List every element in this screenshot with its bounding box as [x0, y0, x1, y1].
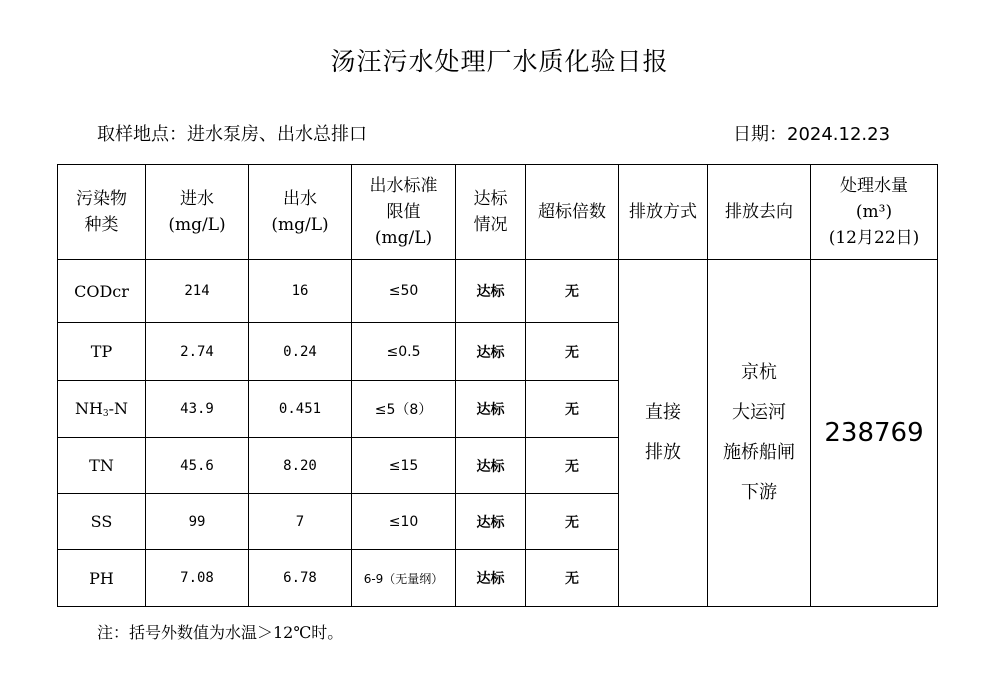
limit-value: ≤15	[352, 438, 456, 494]
compliance-status: 达标	[456, 550, 526, 607]
water-quality-table	[57, 164, 938, 607]
sampling-location: 取样地点：进水泵房、出水总排口	[97, 124, 367, 145]
pollutant-name: $NH_3-N$	[58, 381, 146, 438]
discharge-dest-cell: 京杭 大运河 施桥船闸 下游	[708, 260, 811, 607]
discharge-method-cell: 直接 排放	[619, 260, 708, 607]
header-limit: 出水标准 限值 (mg/L)	[352, 165, 456, 260]
limit-value: 6-9（无量纲）	[352, 550, 456, 607]
header-discharge-method: 排放方式	[619, 165, 708, 260]
compliance-status: 达标	[456, 381, 526, 438]
limit-value: ≤10	[352, 494, 456, 550]
exceed-value: 无	[526, 494, 619, 550]
effluent-value: 0.451	[249, 381, 352, 438]
influent-value: 99	[146, 494, 249, 550]
header-compliance: 达标 情况	[456, 165, 526, 260]
treated-volume-value: 238769	[811, 260, 938, 607]
compliance-status: 达标	[456, 438, 526, 494]
exceed-value: 无	[526, 381, 619, 438]
exceed-value: 无	[526, 323, 619, 381]
exceed-value: 无	[526, 550, 619, 607]
header-volume: 处理水量 (m³) (12月22日)	[811, 165, 938, 260]
effluent-value: 8.20	[249, 438, 352, 494]
table-header-row	[58, 165, 938, 260]
header-discharge-dest: 排放去向	[708, 165, 811, 260]
influent-value: 2.74	[146, 323, 249, 381]
compliance-status: 达标	[456, 260, 526, 323]
compliance-status: 达标	[456, 323, 526, 381]
effluent-value: 6.78	[249, 550, 352, 607]
effluent-value: 0.24	[249, 323, 352, 381]
effluent-value: 7	[249, 494, 352, 550]
effluent-value: 16	[249, 260, 352, 323]
compliance-status: 达标	[456, 494, 526, 550]
pollutant-name: TP	[58, 323, 146, 381]
report-title: 汤汪污水处理厂水质化验日报	[330, 47, 669, 76]
pollutant-name: TN	[58, 438, 146, 494]
exceed-value: 无	[526, 438, 619, 494]
influent-value: 214	[146, 260, 249, 323]
pollutant-name: PH	[58, 550, 146, 607]
limit-value: ≤50	[352, 260, 456, 323]
header-pollutant: 污染物 种类	[58, 165, 146, 260]
limit-value: ≤5（8）	[352, 381, 456, 438]
influent-value: 45.6	[146, 438, 249, 494]
header-effluent: 出水 (mg/L)	[249, 165, 352, 260]
limit-value: ≤0.5	[352, 323, 456, 381]
influent-value: 7.08	[146, 550, 249, 607]
pollutant-name: CODcr	[58, 260, 146, 323]
exceed-value: 无	[526, 260, 619, 323]
influent-value: 43.9	[146, 381, 249, 438]
footnote: 注：括号外数值为水温＞12℃时。	[97, 623, 344, 642]
header-influent: 进水 (mg/L)	[146, 165, 249, 260]
table-row	[58, 260, 938, 323]
pollutant-name: SS	[58, 494, 146, 550]
report-date: 日期：2024.12.23	[733, 124, 891, 145]
header-exceed: 超标倍数	[526, 165, 619, 260]
